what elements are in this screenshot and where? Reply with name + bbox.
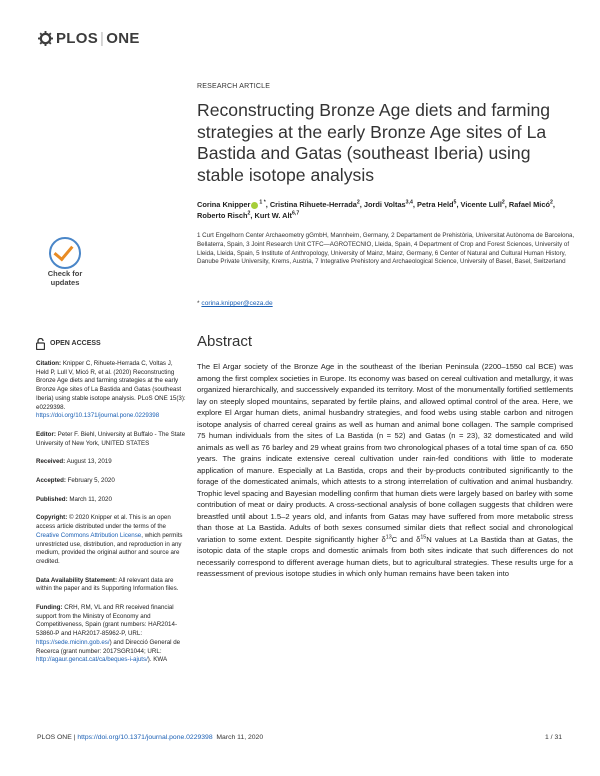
author-name[interactable]: Rafael Micó	[508, 200, 550, 209]
received-date: August 13, 2019	[66, 458, 112, 466]
published-label: Published:	[36, 495, 68, 503]
author-affiliation-sup: 2	[549, 199, 553, 206]
author-affiliation-sup: 2	[356, 199, 360, 206]
article-info-sidebar	[36, 338, 186, 675]
author-affiliation-sup: 3,4	[405, 199, 413, 206]
funding-text-3: ). KWA	[147, 656, 168, 664]
editor-block	[36, 431, 186, 448]
author-name[interactable]: Cristina Rihuete-Herrada	[269, 200, 357, 209]
author-name[interactable]: Jordi Voltas	[363, 200, 406, 209]
data-availability-text: All relevant data are within the paper and its Supporting Information files.	[36, 576, 179, 593]
data-availability-label: Data Availability Statement:	[36, 576, 118, 584]
author-name[interactable]: Vicente Lull	[460, 200, 502, 209]
journal-name-plos: PLOS	[56, 30, 99, 47]
check-for-updates-badge[interactable]	[37, 237, 93, 293]
article-title: Reconstructing Bronze Age diets and farming strategies at the early Bronze Age sites of La Bastida and Gatas (southeast Iberia) using stable isotope analysis	[197, 100, 551, 185]
published-block	[36, 496, 186, 505]
editor-label: Editor:	[36, 430, 56, 438]
corresponding-author	[197, 300, 273, 307]
funding-link-micinn[interactable]: https://sede.micinn.gob.es/	[36, 638, 110, 646]
editor-text: Peter F. Biehl, University at Buffalo - The State University of New York, UNITED STATES	[36, 430, 186, 447]
accepted-label: Accepted:	[36, 477, 66, 485]
data-availability-block	[36, 577, 186, 594]
footer-doi-link[interactable]: https://doi.org/10.1371/journal.pone.0229398	[77, 734, 213, 741]
author-name[interactable]: Kurt W. Alt	[254, 210, 293, 220]
author-affiliation-sup: 1 *	[259, 199, 266, 206]
published-date: March 11, 2020	[69, 495, 112, 503]
copyright-label: Copyright:	[36, 514, 68, 522]
corresponding-star: *	[197, 300, 200, 307]
license-link[interactable]: Creative Commons Attribution License	[36, 531, 142, 539]
received-block	[36, 458, 186, 467]
accepted-block	[36, 477, 186, 486]
copyright-block	[36, 514, 186, 566]
citation-label: Citation:	[36, 360, 62, 367]
funding-text: CRH, RM, VL and RR received financial support from the Ministry of Economy and Competitiveness, Spain (grant numbers: HAR2014-53860-P and HAR2017-85962-P, URL:	[36, 604, 178, 638]
article-type: RESEARCH ARTICLE	[197, 83, 271, 90]
affiliations: 1 Curt Engelhorn Center Archaeometry gGmbH, Mannheim, Germany, 2 Departament de Prehistòria, Universitat Autònoma de Barcelona, Bellaterra, Spain, 3 Joint Research Unit CTFC—AGROTECNIO, Lleida, Spain, 4 Department of Crop and Forest Sciences, University of Lleida, Lleida, Spain, 5 Institute of Anthropology, University of Mainz, Mainz, Germany, 6 Center of Natural and Cultural Human History, Danube Private University, Krems, Austria, 7 Integrative Prehistory and Archaeological Science, University of Basel, Basel, Switzerland	[197, 232, 575, 266]
received-label: Received:	[36, 458, 66, 466]
corresponding-email-link[interactable]: corina.knipper@ceza.de	[201, 300, 273, 307]
open-access-badge	[36, 338, 186, 350]
copyright-text: © 2020 Knipper et al. This is an open access article distributed under the terms of the	[36, 514, 171, 531]
funding-text-2: ) and Direcció General de Recerca (grant number: 2017SGR1044; URL:	[36, 638, 181, 655]
author-list: Corina Knipper $^{1 *}$, Cristina Rihuete-Herrada$^2$, Jordi Voltas$^{3,4}$, Petra Held$^5$, Vicente Lull$^2$, Rafael Micó$^2$, Roberto Risch$^2$, Kurt W. Alt$^{6,7}$	[197, 199, 555, 220]
citation-text: Knipper C, Rihuete-Herrada C, Voltas J, Held P, Lull V, Micó R, et al. (2020) Reconstructing Bronze Age diets and farming strategies at the early Bronze Age sites of La Bastida and Gatas (southeast Iberia) using stable isotope analysis. PLoS ONE 15(3): e0229398.	[36, 360, 186, 411]
open-access-label: OPEN ACCESS	[50, 339, 101, 347]
footer-date: March 11, 2020	[216, 734, 264, 741]
author-affiliation-sup: 2	[501, 199, 505, 206]
funding-block	[36, 604, 186, 665]
journal-logo[interactable]	[38, 30, 140, 47]
author-affiliation-sup: 6,7	[292, 210, 300, 217]
author-name[interactable]: Petra Held	[416, 200, 454, 209]
footer-journal: PLOS ONE	[37, 734, 72, 741]
copyright-text-end: , which permits unrestricted use, distribution, and reproduction in any medium, provided the original author and source are credited.	[36, 531, 183, 565]
journal-name-one: ONE	[106, 30, 140, 47]
funding-label: Funding:	[36, 604, 63, 612]
author-affiliation-sup: 5	[453, 199, 457, 206]
footer-separator: |	[73, 734, 76, 741]
check-updates-label: Check for updates	[47, 269, 83, 287]
page-number: 1 / 31	[545, 734, 563, 741]
plos-gear-icon	[38, 31, 53, 46]
orcid-icon[interactable]	[251, 202, 258, 209]
author-affiliation-sup: 2	[247, 210, 251, 217]
author-name[interactable]: Corina Knipper	[197, 200, 251, 209]
author-name[interactable]: Roberto Risch	[197, 210, 248, 220]
accepted-date: February 5, 2020	[67, 477, 115, 485]
abstract-body: The El Argar society of the Bronze Age in the southeast of the Iberian Peninsula (2200–1550 cal BCE) was among the first complex societies in Europe. Its economy was based on cereal cultivation and metallurgy, it was organized hierarchically, and successively expanded its territory. Most of the monumentally fortified settlements lay on steeply sloped mountains, separated by fertile plains, and allowed optimal control of the area. Here, we explore El Argar human diets, animal husbandry strategies, and food webs using stable carbon and nitrogen isotope analysis of charred cereal grains as well as human and animal bone collagen. The sample comprised 75 human individuals from the sites of La Bastida (n = 52) and Gatas (n = 23), 32 domesticated and wild animals as well as 76 barley and 29 wheat grains from two chronological phases of a total time span of ca. 650 years. The grains indicate extensive cereal cultivation under rain-fed conditions with little to moderate application of manure. Especially at La Bastida, crops and their by-products contributed significantly to the forage of the domesticated animals, which attests to a strong interrelation of cultivation and animal husbandry. Trophic level spacing and Bayesian modelling confirm that human diets were largely based on barley with some contribution of meat or dairy products. A cross-sectional analysis of bone collagen suggests that children were breastfed until about 1.5–2 years old, and infants from Gatas may have suffered from more metabolic stress than those at La Bastida. Adults of both sexes consumed similar diets that reflect social and chronological variation to some extent. Despite significantly higher $\delta^{13}C$ and $\delta^{15}N$ values at La Bastida than at Gatas, the isotopic data of the staple crops and domestic animals from both sites indicate that such differences do not necessarily correspond to different average human diets, but to agricultural strategies. These results urge for a reassessment of previous isotope studies in which only human remains have been taken into	[197, 362, 573, 578]
citation-doi-link[interactable]: https://doi.org/10.1371/journal.pone.0229398	[36, 412, 160, 420]
citation-block	[36, 360, 186, 421]
abstract-heading: Abstract	[197, 333, 253, 350]
page-footer	[37, 734, 263, 741]
journal-separator: |	[100, 30, 105, 47]
funding-link-agaur[interactable]: http://agaur.gencat.cat/ca/beques-i-ajuts/	[36, 656, 148, 664]
open-lock-icon	[36, 338, 45, 350]
